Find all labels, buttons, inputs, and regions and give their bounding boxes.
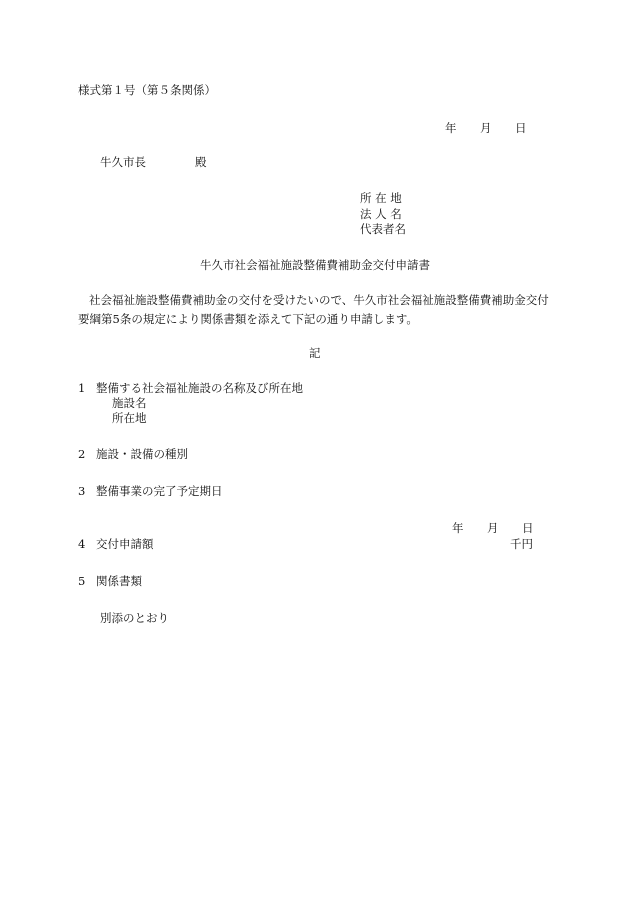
item-3-label: 整備事業の完了予定期日 — [96, 484, 223, 498]
item-1-number: 1 — [78, 381, 86, 395]
item-3-date-day: 日 — [522, 521, 534, 535]
date-year: 年 — [445, 121, 457, 135]
applicant-representative-label: 代表者名 — [360, 222, 406, 236]
item-1-facility-name: 施設名 — [112, 396, 147, 410]
document-title: 牛久市社会福祉施設整備費補助金交付申請書 — [200, 258, 430, 272]
item-4-label: 交付申請額 — [96, 537, 154, 551]
item-1-facility-location: 所在地 — [112, 411, 147, 425]
item-3-date-month: 月 — [487, 521, 499, 535]
item-5-detail: 別添のとおり — [100, 611, 169, 625]
form-number: 様式第１号（第５条関係） — [78, 83, 216, 97]
addressee-name: 牛久市長 — [100, 155, 146, 169]
item-5-label: 関係書類 — [96, 574, 142, 588]
applicant-corporation-label: 法 人 名 — [360, 207, 402, 221]
item-3-date-year: 年 — [452, 521, 464, 535]
item-1-label: 整備する社会福祉施設の名称及び所在地 — [96, 381, 303, 395]
date-month: 月 — [480, 121, 492, 135]
date-day: 日 — [515, 121, 527, 135]
applicant-location-label: 所 在 地 — [360, 191, 402, 205]
item-5-number: 5 — [78, 574, 86, 588]
item-2-label: 施設・設備の種別 — [96, 447, 188, 461]
item-4-unit: 千円 — [510, 537, 533, 551]
item-2-number: 2 — [78, 447, 86, 461]
item-4-number: 4 — [78, 537, 86, 551]
ki-heading: 記 — [309, 346, 321, 360]
addressee-honorific: 殿 — [195, 155, 207, 169]
item-3-number: 3 — [78, 484, 86, 498]
body-paragraph: 社会福祉施設整備費補助金の交付を受けたいので、牛久市社会福祉施設整備費補助金交付要綱第5条の規定により関係書類を添えて下記の通り申請します。 — [78, 293, 549, 326]
